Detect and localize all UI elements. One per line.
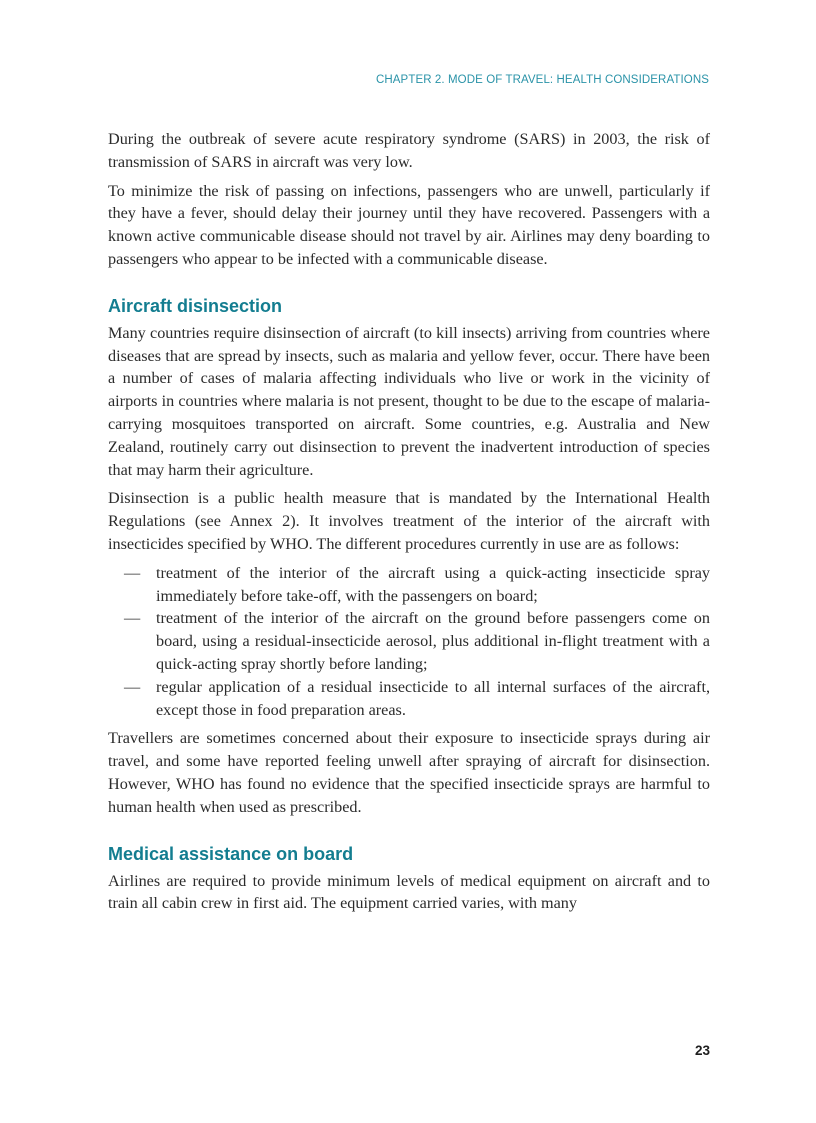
list-item-text: regular application of a residual insecticide to all internal surfaces of the aircraft, except those in food preparation areas. [156,677,710,719]
list-item-text: treatment of the interior of the aircraft using a quick-acting insecticide spray immediately before take-off, with the passengers on board; [156,563,710,605]
paragraph-traveller-concerns: Travellers are sometimes concerned about their exposure to insecticide sprays during air travel, and some have reported feeling unwell after spraying of aircraft for disinsection. However, WHO has found no evidence that the specified insecticide sprays are harmful to human health when used as prescribed. [108,729,710,816]
list-item [108,562,710,608]
paragraph-unwell-passengers: To minimize the risk of passing on infections, passengers who are unwell, particularly if they have a fever, should delay their journey until they have recovered. Passengers with a known active communicable disease should not travel by air. Airlines may deny boarding to passengers who appear to be infected with a communicable disease. [108,181,710,268]
dash-marker: — [124,677,141,696]
paragraph-disinsection-regulations: Disinsection is a public health measure that is mandated by the International Health Regulations (see Annex 2). It involves treatment of the interior of the aircraft with insecticides specified by WHO. The different procedures currently in use are as follows: [108,489,710,553]
running-head: CHAPTER 2. MODE OF TRAVEL: HEALTH CONSIDERATIONS [375,74,709,86]
dash-marker: — [124,609,141,628]
page-number: 23 [694,1043,710,1058]
procedures-list [108,562,710,722]
page-content [108,128,710,921]
paragraph-sars: During the outbreak of severe acute respiratory syndrome (SARS) in 2003, the risk of transmission of SARS in aircraft was very low. [108,130,710,171]
section-heading-aircraft-disinsection: Aircraft disinsection [108,295,283,316]
paragraph-medical-equipment: Airlines are required to provide minimum levels of medical equipment on aircraft and to train all cabin crew in first aid. The equipment carried varies, with many [108,871,710,913]
paragraph-disinsection-intro: Many countries require disinsection of aircraft (to kill insects) arriving from countries where diseases that are spread by insects, such as malaria and yellow fever, occur. There have been a number of cases of malaria affecting individuals who live or work in the vicinity of airports in countries where malaria is not present, thought to be due to the escape of malaria-carrying mosquitoes transported on aircraft. Some countries, e.g. Australia and New Zealand, routinely carry out disinsection to prevent the inadvertent introduction of species that may harm their agriculture. [108,323,710,479]
list-item [108,607,710,675]
section-heading-medical-assistance: Medical assistance on board [108,843,354,864]
list-item [108,676,710,722]
dash-marker: — [124,563,141,582]
list-item-text: treatment of the interior of the aircraft on the ground before passengers come on board, using a residual-insecticide aerosol, plus additional in-flight treatment with a quick-acting spray shortly before landing; [156,609,710,673]
